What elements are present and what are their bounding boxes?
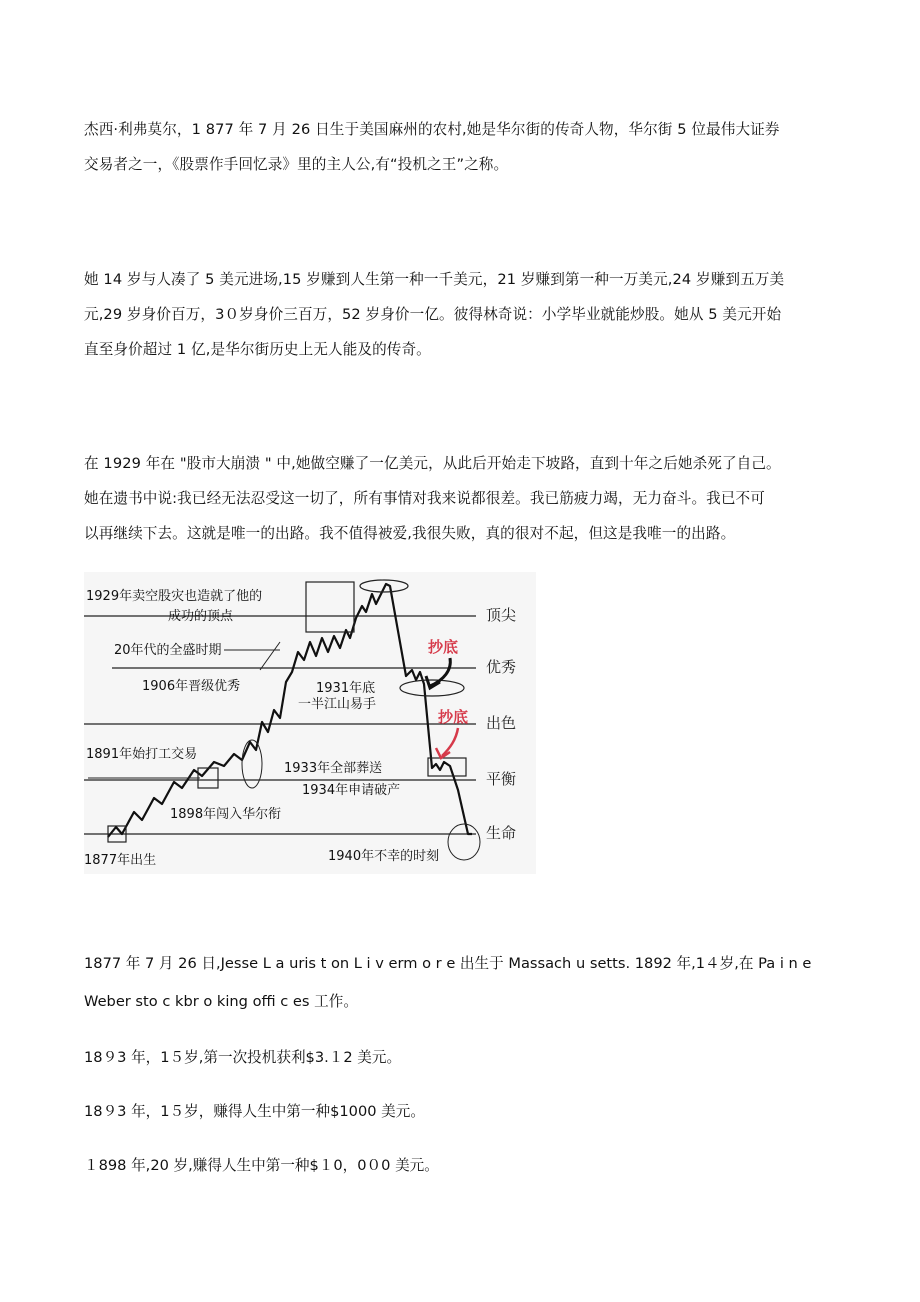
crash-paragraph bbox=[84, 446, 856, 551]
paragraph-line: 杰西·利弗莫尔，1 877 年 7 月 26 日生于美国麻州的农村,她是华尔街的传奇人物，华尔街 5 位最伟大证券 bbox=[84, 121, 780, 138]
career-paragraph bbox=[84, 262, 856, 367]
annotation-1933: 1933年全部葬送 bbox=[284, 761, 383, 776]
timeline-line: 18９3 年，1５岁,第一次投机获利$3.１2 美元。 bbox=[84, 1049, 402, 1066]
timeline-line: Weber sto c kbr o king offi c es 工作。 bbox=[84, 993, 358, 1010]
annotation-1898: 1898年闯入华尔衔 bbox=[170, 807, 282, 822]
buy-bottom-label: 抄底 bbox=[428, 638, 459, 656]
timeline-line: 18９3 年，1５岁，赚得人生中第一种$1000 美元。 bbox=[84, 1103, 425, 1120]
annotation-1931-line2: 一半江山易手 bbox=[298, 697, 377, 712]
level-label-life: 生命 bbox=[486, 824, 517, 842]
level-label-excellent: 优秀 bbox=[486, 658, 517, 676]
paragraph-line: 在 1929 年在 "股市大崩溃 " 中,她做空赚了一亿美元，从此后开始走下坡路，直到十年之后她杀死了自己。 bbox=[84, 455, 781, 472]
annotation-1929-line1: 1929年卖空股灾也造就了他的 bbox=[86, 589, 263, 604]
paragraph-line: 她 14 岁与人凑了 5 美元进场,15 岁赚到人生第一种一千美元，21 岁赚到第一种一万美元,24 岁赚到五万美 bbox=[84, 271, 785, 288]
life-trajectory-figure bbox=[84, 572, 536, 874]
paragraph-line: 直至身价超过 1 亿,是华尔街历史上无人能及的传奇。 bbox=[84, 341, 431, 358]
level-label-top: 顶尖 bbox=[486, 606, 517, 624]
level-label-balance: 平衡 bbox=[486, 770, 517, 788]
figure-background bbox=[84, 572, 536, 874]
buy-bottom-label-2: 抄底 bbox=[438, 708, 469, 726]
annotation-1920s: 20年代的全盛时期 bbox=[114, 643, 222, 658]
annotation-1940: 1940年不幸的时刻 bbox=[328, 849, 440, 864]
annotation-1906: 1906年晋级优秀 bbox=[142, 679, 241, 694]
paragraph-line: 以再继续下去。这就是唯一的出路。我不值得被爱,我很失败，真的很对不起，但这是我唯一的出路。 bbox=[84, 525, 736, 542]
annotation-1929-line2: 成功的顶点 bbox=[168, 609, 234, 624]
paragraph-line: 她在遗书中说:我已经无法忍受这一切了，所有事情对我来说都很差。我已筋疲力竭，无力奋斗。我已不可 bbox=[84, 490, 765, 507]
paragraph-line: 元,29 岁身价百万，3０岁身价三百万，52 岁身价一亿。彼得林奇说：小学毕业就能炒股。她从 5 美元开始 bbox=[84, 306, 782, 323]
paragraph-line: 交易者之一，《股票作手回忆录》里的主人公,有“投机之王”之称。 bbox=[84, 156, 509, 173]
annotation-1934: 1934年申请破产 bbox=[302, 783, 401, 798]
annotation-1877: 1877年出生 bbox=[84, 853, 157, 868]
intro-paragraph bbox=[84, 112, 856, 182]
level-label-outstanding: 出色 bbox=[486, 714, 517, 732]
annotation-1931-line1: 1931年底 bbox=[316, 681, 376, 696]
annotation-1891: 1891年始打工交易 bbox=[86, 747, 198, 762]
timeline-line: 1877 年 7 月 26 日,Jesse L a uris t on L i v erm o r e 出生于 Massach u setts. 1892 年,1４岁,在 Pa i n e bbox=[84, 955, 812, 972]
timeline-line: １898 年,20 岁,赚得人生中第一种$１0，0０0 美元。 bbox=[84, 1157, 439, 1174]
